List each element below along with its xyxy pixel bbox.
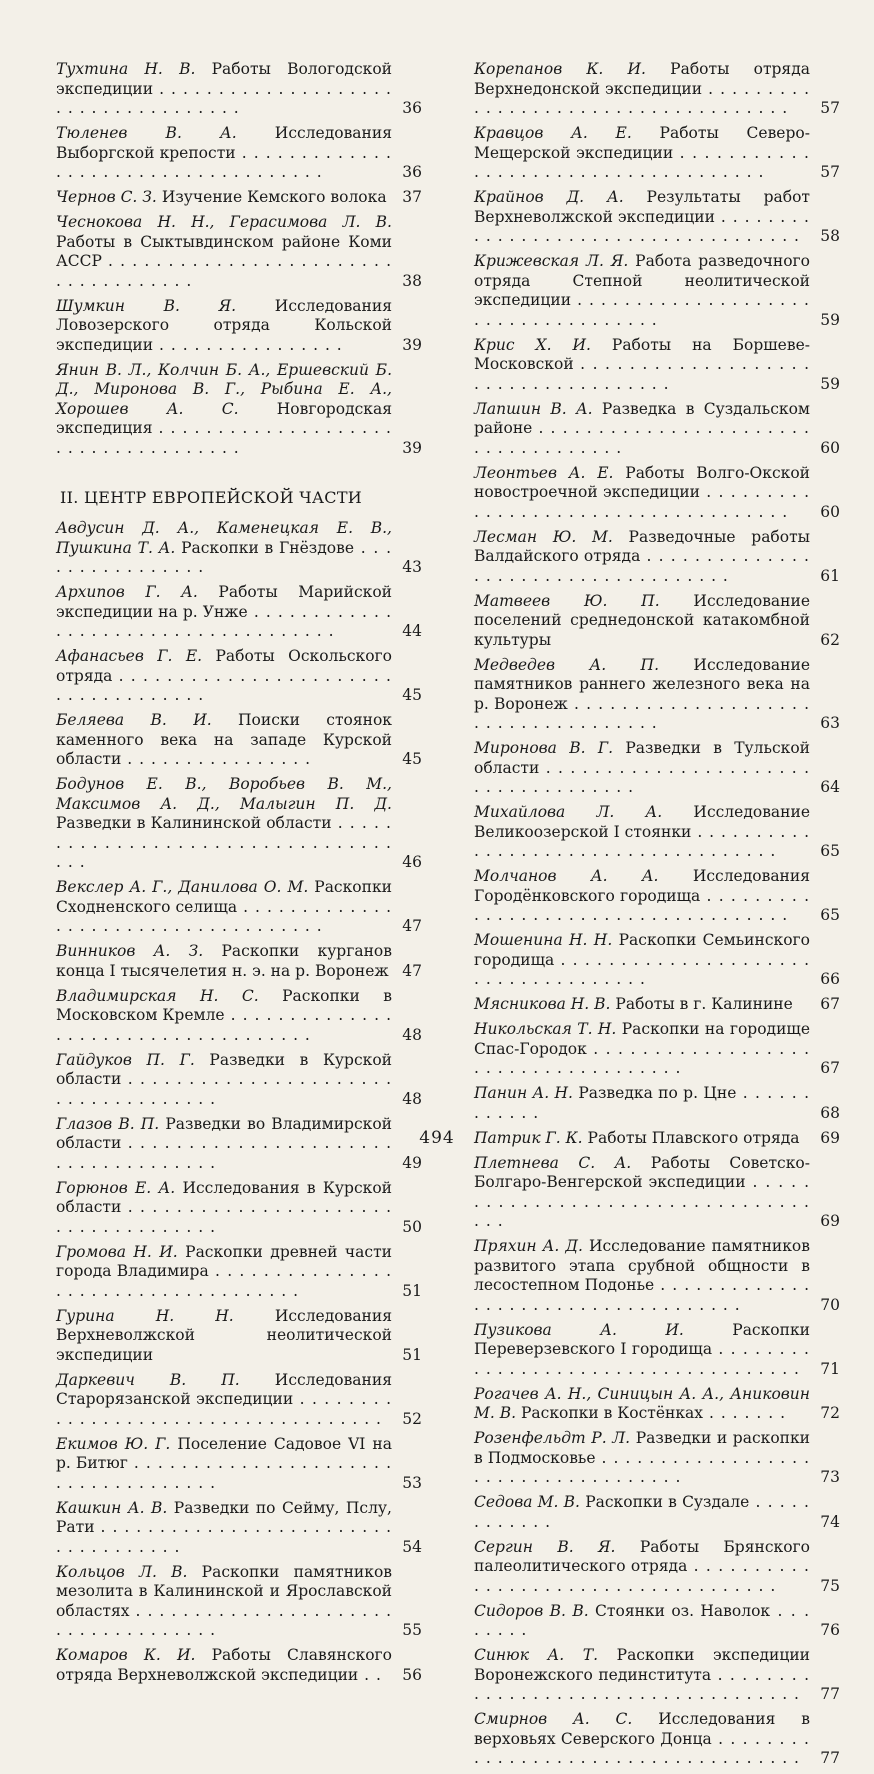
entry-author: Владимирская Н. С. xyxy=(56,986,259,1005)
entry-title: Работы Славянского отряда Верхневолжской экспедиции xyxy=(56,1646,392,1684)
entry-author: Патрик Г. К. xyxy=(474,1128,583,1147)
entry-author: Михайлова Л. А. xyxy=(474,803,663,821)
toc-entry xyxy=(474,1538,854,1597)
entry-author: Крайнов Д. А. xyxy=(474,188,624,206)
entry-page-number: 54 xyxy=(402,1537,422,1556)
entry-leader-dots: . . . . . . . . . . . . . . . . . . . . . . . . . . . . . . . . . . . . xyxy=(56,1262,392,1300)
entry-title: Изучение Кемского волока xyxy=(161,188,387,206)
right-column xyxy=(474,60,854,1774)
toc-entry xyxy=(56,213,436,291)
entry-author: Сергин В. Я. xyxy=(474,1537,616,1556)
toc-entry xyxy=(474,1710,854,1769)
toc-entry xyxy=(474,124,854,183)
entry-page-number: 51 xyxy=(402,1281,422,1300)
page-number: 494 xyxy=(419,1128,455,1148)
entry-leader-dots: . . . . . . . . . . . . . . . . . . . . . . . . . . . . . . . . . . . . xyxy=(56,814,392,871)
entry-author: Леонтьев А. Е. xyxy=(474,463,614,482)
toc-entry xyxy=(56,60,436,119)
entry-title: Работы Марийской экспедиции на р. Унже xyxy=(56,583,392,621)
entry-title: Стоянки оз. Наволок xyxy=(595,1601,771,1620)
entry-leader-dots: . . . . . . . . . . . . . . . . . . . . . . . . . . . . . . . . . . . . xyxy=(56,1454,392,1492)
entry-leader-dots: . . . . . . . . . . . . . . . . . . . . . . . . . . . . . . . . . . . . xyxy=(56,79,392,117)
left-entries-center xyxy=(56,519,436,1685)
entry-page-number: 43 xyxy=(402,558,422,576)
entry-leader-dots: . . . . . . . . . . . . . . . . . . . . . . . . . . . . . . . . . . . . xyxy=(474,1276,810,1314)
entry-title: Исследование поселений среднедонской катакомбной культуры xyxy=(474,591,810,649)
entry-page-number: 67 xyxy=(820,995,840,1013)
entry-author: Пузикова А. И. xyxy=(474,1320,684,1339)
entry-title: Работы Советско-Болгаро-Венгерской экспедиции xyxy=(474,1153,810,1191)
toc-entry xyxy=(474,1429,854,1488)
entry-title: Раскопки древней части города Владимира xyxy=(56,1242,392,1280)
entry-leader-dots: . . . . . . . . . . . . . . . . . . . . . . . . . . . . . . . . . . . . xyxy=(474,1039,810,1077)
entry-page-number: 44 xyxy=(402,622,422,640)
right-entries xyxy=(474,60,854,1769)
toc-entry xyxy=(56,987,436,1046)
entry-leader-dots: . . . . . . . . . . . . . . . . . . . . . . . . . . . . . . . . . . . . xyxy=(56,1390,392,1428)
entry-author: Молчанов А. А. xyxy=(474,867,659,885)
entry-page-number: 49 xyxy=(402,1153,422,1172)
entry-author: Кольцов Л. В. xyxy=(56,1562,188,1581)
toc-entry xyxy=(474,803,854,862)
entry-author: Янин В. Л., Колчин Б. А., Ершевский Б. Д., Миронова В. Г., Рыбина Е. А., Хорошев А. С. xyxy=(56,360,392,418)
entry-author: Никольская Т. Н. xyxy=(474,1020,617,1038)
toc-entry xyxy=(56,1435,436,1494)
entry-author: Розенфельдт Р. Л. xyxy=(474,1429,631,1447)
entry-page-number: 65 xyxy=(820,842,840,860)
left-column xyxy=(56,60,436,1691)
entry-page-number: 36 xyxy=(402,99,422,117)
toc-entry xyxy=(56,1563,436,1641)
entry-leader-dots: . . . . . . . . . . . . . . . . . . . . . . . . . . . . . . . . . . . . xyxy=(474,143,810,181)
entry-leader-dots: . . . . . . . . . . . . . . . . . . . . . . . . . . . . . . . . . . . . xyxy=(474,950,810,988)
entry-leader-dots: . . . . . . . . . . . . . . . . . . . . . . . . . . . . . . . . . . . . xyxy=(474,547,810,585)
toc-entry xyxy=(474,931,854,990)
entry-leader-dots: . . . . . . . . . . . . . . . . . . . . . . . . . . . . . . . . . . . . xyxy=(474,291,810,329)
entry-title: Разведочные работы Валдайского отряда xyxy=(474,527,811,565)
entry-page-number: 39 xyxy=(402,438,422,457)
entry-page-number: 45 xyxy=(402,750,422,768)
entry-title: Исследования Верхневолжской неолитической экспедиции xyxy=(56,1306,392,1364)
entry-leader-dots: . . . . . . . . . . . . . . . . . . . . . . . . . . . . . . . . . . . . xyxy=(474,886,810,924)
toc-entry xyxy=(56,775,436,873)
entry-title: Исследования Выборгской крепости xyxy=(56,124,392,162)
entry-page-number: 69 xyxy=(820,1128,840,1147)
entry-title: Работы Брянского палеолитического отряда xyxy=(474,1537,810,1575)
entry-leader-dots: . . . . . . . . . . . . . . . . . . . . . . . . . . . . . . . . . . . . xyxy=(56,1006,392,1044)
toc-entry xyxy=(474,1154,854,1232)
entry-page-number: 73 xyxy=(820,1468,840,1486)
toc-entry xyxy=(56,583,436,642)
entry-page-number: 60 xyxy=(820,438,840,457)
entry-title: Результаты работ Верхневолжской экспедиции xyxy=(474,188,810,226)
entry-page-number: 62 xyxy=(820,630,840,649)
entry-author: Шумкин В. Я. xyxy=(56,296,237,315)
entry-title: Работы Оскольского отряда xyxy=(56,647,392,685)
entry-page-number: 74 xyxy=(820,1512,840,1531)
entry-page-number: 51 xyxy=(402,1345,422,1364)
entry-title: Разведки в Тульской области xyxy=(474,739,810,777)
toc-entry xyxy=(474,739,854,798)
entry-leader-dots: . . . . . . . . . . . . . . . . xyxy=(153,335,343,354)
entry-leader-dots: . . . . . . . . . . . . xyxy=(474,1084,810,1122)
toc-entry xyxy=(474,336,854,395)
entry-leader-dots: . . . . . . . . . . . . . . . . . . . . . . . . . . . . . . . . . . . . xyxy=(474,355,810,393)
entry-author: Гурина Н. Н. xyxy=(56,1306,234,1325)
entry-leader-dots: . . . . . . . . . . . . . . . . . . . . . . . . . . . . . . . . . . . . xyxy=(56,143,392,181)
entry-leader-dots: . . . . . . . . . . . . . . . . . . . . . . . . . . . . . . . . . . . . xyxy=(474,1557,810,1595)
entry-leader-dots: . . . . . . . . . . . . . . . . xyxy=(56,538,393,576)
entry-author: Векслер А. Г., Данилова О. М. xyxy=(56,878,309,896)
entry-page-number: 65 xyxy=(820,906,840,924)
entry-page-number: 38 xyxy=(402,271,422,290)
entry-title: Исследования Старорязанской экспедиции xyxy=(56,1370,392,1408)
entry-title: Раскопки на городище Спас-Городок xyxy=(474,1020,810,1058)
entry-page-number: 59 xyxy=(820,374,840,393)
toc-entry xyxy=(474,1020,854,1079)
toc-entry xyxy=(474,464,854,523)
entry-leader-dots: . . . . . . . . . . . . . . . . . . . . . . . . . . . . . . . . . . . . xyxy=(474,1665,811,1703)
toc-entry xyxy=(474,1385,854,1424)
entry-title: Работы Вологодской экспедиции xyxy=(56,60,392,98)
entry-leader-dots: . . . . . . . . . . . . . . . . . . . . . . . . . . . . . . . . . . . . xyxy=(474,1729,810,1767)
toc-entry xyxy=(56,1051,436,1110)
toc-entry xyxy=(56,711,436,770)
toc-entry xyxy=(56,1179,436,1238)
entry-author: Чеснокова Н. Н., Герасимова Л. В. xyxy=(56,213,392,231)
entry-page-number: 71 xyxy=(820,1359,840,1378)
entry-page-number: 60 xyxy=(820,502,840,521)
entry-page-number: 37 xyxy=(402,188,422,206)
entry-leader-dots: . . . . . . . . . . . . . . . . . . . . . . . . . . . . . . . . . . . . xyxy=(474,419,810,457)
entry-title: Раскопки в Костёнках xyxy=(520,1404,704,1422)
entry-page-number: 70 xyxy=(820,1295,840,1314)
entry-author: Сидоров В. В. xyxy=(474,1601,589,1620)
entry-page-number: 75 xyxy=(820,1576,840,1595)
entry-author: Смирнов А. С. xyxy=(474,1710,633,1728)
entry-title: Работы Северо-Мещерской экспедиции xyxy=(474,124,810,162)
entry-page-number: 45 xyxy=(402,686,422,704)
entry-author: Чернов С. З. xyxy=(56,188,157,206)
entry-leader-dots: . . . . . . . . . . . . . . . . . . . . . . . . . . . . . . . . . . . . xyxy=(474,1173,810,1230)
entry-page-number: 58 xyxy=(820,227,840,245)
section-heading: II. ЦЕНТР ЕВРОПЕЙСКОЙ ЧАСТИ xyxy=(60,488,363,507)
entry-author: Бодунов Е. В., Воробьев В. М., Максимов А. Д., Малыгин П. Д. xyxy=(56,775,392,813)
entry-author: Афанасьев Г. Е. xyxy=(56,647,203,665)
entry-title: Разведки в Курской области xyxy=(56,1050,393,1088)
entry-leader-dots: . . . . . . . . . . . . . . . . . . . . . . . . . . . . . . . . . . . . xyxy=(474,483,810,521)
entry-title: Поселение Садовое VI на р. Битюг xyxy=(56,1434,392,1472)
toc-entry xyxy=(56,1371,436,1430)
toc-entry xyxy=(56,361,436,459)
entry-title: Раскопки курганов конца I тысячелетия н. э. на р. Воронеж xyxy=(56,942,392,980)
toc-entry xyxy=(56,1499,436,1558)
entry-page-number: 64 xyxy=(820,778,840,796)
toc-entry xyxy=(474,592,854,651)
entry-author: Беляева В. И. xyxy=(56,711,212,729)
entry-leader-dots: . . . . . . . . . . . . . . . . . . . . . . . . . . . . . . . . . . . . xyxy=(56,602,392,640)
entry-author: Авдусин Д. А., Каменецкая Е. В., Пушкина Т. А. xyxy=(56,519,392,557)
entry-page-number: 47 xyxy=(402,961,422,980)
entry-title: Работы отряда Верхнедонской экспедиции xyxy=(474,60,810,98)
entry-leader-dots: . . . . . . . . . . . . . . . . . . . . . . . . . . . . . . . . . . . . xyxy=(56,1134,392,1172)
entry-title: Работа разведочного отряда Степной неолитической экспедиции xyxy=(474,252,810,309)
entry-author: Крижевская Л. Я. xyxy=(474,252,629,270)
toc-entry xyxy=(474,1646,854,1705)
entry-page-number: 46 xyxy=(402,853,422,871)
left-entries-northwest xyxy=(56,60,436,458)
entry-page-number: 67 xyxy=(820,1059,840,1077)
entry-title: Раскопки экспедиции Воронежского пединститута xyxy=(474,1646,810,1684)
entry-leader-dots: . . . . . . . . . . . . . . . . . . . . . . . . . . . . . . . . . . . . xyxy=(56,1601,392,1639)
entry-title: Работы в г. Калинине xyxy=(615,995,793,1013)
toc-entry xyxy=(474,60,854,119)
toc-entry xyxy=(56,1243,436,1302)
toc-entry xyxy=(474,656,854,734)
entry-leader-dots: . . . . . . . . . . . . . . . . . . . . . . . . . . . . . . . . . . . . xyxy=(474,79,811,117)
entry-leader-dots: . . . . . . . . . . . . . . . . . . . . . . . . . . . . . . . . . . . . xyxy=(56,1198,392,1236)
entry-leader-dots: . . . . . . . . . . . . xyxy=(474,1493,810,1531)
entry-leader-dots: . . . . . . . . . . . . . . . . . . . . . . . . . . . . . . . . . . . . xyxy=(474,758,810,796)
entry-leader-dots: . . . . . . . . . . . . . . . . . . . . . . . . . . . . . . . . . . . . xyxy=(56,666,392,704)
toc-entry xyxy=(56,519,436,578)
entry-page-number: 69 xyxy=(820,1212,840,1230)
entry-title: Раскопки памятников мезолита в Калининской и Ярославской областях xyxy=(56,1562,392,1620)
entry-author: Медведев А. П. xyxy=(474,655,660,674)
toc-entry xyxy=(56,647,436,706)
toc-entry xyxy=(474,1084,854,1123)
toc-entry xyxy=(56,1646,436,1685)
entry-title: Работы на Боршеве-Московской xyxy=(474,335,810,373)
entry-author: Корепанов К. И. xyxy=(474,60,646,78)
toc-entry xyxy=(474,528,854,587)
entry-page-number: 47 xyxy=(402,917,422,935)
entry-author: Гайдуков П. Г. xyxy=(56,1050,195,1069)
toc-entry xyxy=(56,124,436,183)
toc-entry xyxy=(56,1307,436,1366)
entry-leader-dots: . . . . . . . xyxy=(703,1404,787,1422)
entry-leader-dots: . . . . . . . . . . . . . . . . . . . . . . . . . . . . . . . . . . . . xyxy=(56,419,392,457)
entry-leader-dots: . . . . . . . . . . . . . . . . . . . . . . . . . . . . . . . . . . . . xyxy=(474,1340,810,1378)
entry-author: Седова М. В. xyxy=(474,1493,580,1511)
entry-title: Работы Плавского отряда xyxy=(587,1128,800,1147)
entry-title: Раскопки Сходненского селища xyxy=(56,878,392,916)
entry-author: Плетнева С. А. xyxy=(474,1153,632,1172)
entry-leader-dots: . . . . . . . . . . . . . . . . xyxy=(121,750,312,768)
entry-author: Винников А. З. xyxy=(56,942,204,960)
entry-page-number: 48 xyxy=(402,1025,422,1044)
toc-entry xyxy=(474,995,854,1015)
entry-leader-dots: . . . . . . . . xyxy=(474,1601,810,1639)
toc-entry xyxy=(56,878,436,937)
entry-leader-dots: . . . . . . . . . . . . . . . . . . . . . . . . . . . . . . . . . . . . xyxy=(474,822,810,860)
entry-title: Раскопки Семьинского городища xyxy=(474,931,810,969)
entry-page-number: 63 xyxy=(820,714,840,732)
entry-title: Исследование памятников раннего железного века на р. Воронеж xyxy=(474,655,810,713)
entry-author: Лапшин В. А. xyxy=(474,399,593,418)
entry-page-number: 77 xyxy=(820,1685,840,1703)
entry-title: Работы Волго-Окской новостроечной экспедиции xyxy=(474,463,810,501)
toc-entry xyxy=(474,1602,854,1641)
entry-title: Новгородская экспедиция xyxy=(56,399,392,437)
toc-entry xyxy=(474,1237,854,1315)
entry-author: Миронова В. Г. xyxy=(474,739,614,757)
entry-leader-dots: . . xyxy=(358,1665,382,1684)
entry-page-number: 72 xyxy=(820,1404,840,1422)
entry-title: Раскопки в Московском Кремле xyxy=(56,986,392,1024)
entry-page-number: 66 xyxy=(820,970,840,988)
entry-page-number: 48 xyxy=(402,1089,422,1108)
entry-author: Тюленев В. А. xyxy=(56,124,237,142)
entry-author: Глазов В. П. xyxy=(56,1114,160,1133)
entry-page-number: 61 xyxy=(820,566,840,585)
entry-author: Пряхин А. Д. xyxy=(474,1237,583,1255)
entry-author: Архипов Г. А. xyxy=(56,583,198,601)
entry-author: Матвеев Ю. П. xyxy=(474,591,660,610)
entry-page-number: 55 xyxy=(402,1621,422,1639)
entry-author: Лесман Ю. М. xyxy=(474,527,613,546)
entry-page-number: 52 xyxy=(402,1409,422,1428)
entry-author: Кравцов А. Е. xyxy=(474,124,632,142)
entry-author: Даркевич В. П. xyxy=(56,1370,240,1389)
entry-title: Раскопки в Гнёздове xyxy=(181,538,354,557)
entry-title: Работы в Сыктывдинском районе Коми АССР xyxy=(56,232,392,270)
entry-title: Разведки в Калининской области xyxy=(56,814,332,832)
entry-page-number: 56 xyxy=(402,1665,422,1684)
entry-page-number: 36 xyxy=(402,163,422,181)
entry-author: Рогачев А. Н., Синицын А. А., Аниковин М. В. xyxy=(474,1384,810,1422)
entry-author: Горюнов Е. А. xyxy=(56,1178,176,1197)
entry-title: Исследования Ловозерского отряда Кольской экспедиции xyxy=(56,296,392,354)
toc-entry xyxy=(56,188,436,208)
entry-leader-dots: . . . . . . . . . . . . . . . . . . . . . . . . . . . . . . . . . . . . xyxy=(474,207,810,245)
entry-author: Екимов Ю. Г. xyxy=(56,1434,171,1453)
entry-title: Раскопки Переверзевского I городища xyxy=(474,1320,810,1358)
entry-page-number: 53 xyxy=(402,1473,422,1492)
toc-entry xyxy=(474,252,854,330)
entry-author: Мошенина Н. Н. xyxy=(474,931,613,949)
toc-entry xyxy=(56,942,436,981)
toc-entry xyxy=(56,297,436,356)
entry-author: Мясникова Н. В. xyxy=(474,995,611,1013)
entry-title: Разведка в Суздальском районе xyxy=(474,399,810,437)
toc-entry xyxy=(474,188,854,247)
entry-page-number: 57 xyxy=(820,99,840,117)
entry-page-number: 57 xyxy=(820,163,840,181)
entry-author: Крис Х. И. xyxy=(474,335,591,354)
entry-leader-dots: . . . . . . . . . . . . . . . . . . . . . . . . . . . . . . . . . . . . xyxy=(56,252,392,290)
entry-leader-dots: . . . . . . . . . . . . . . . . . . . . . . . . . . . . . . . . . . . . xyxy=(474,694,810,732)
entry-page-number: 50 xyxy=(402,1217,422,1236)
entry-page-number: 68 xyxy=(820,1103,840,1122)
entry-page-number: 59 xyxy=(820,310,840,329)
entry-leader-dots: . . . . . . . . . . . . . . . . . . . . . . . . . . . . . . . . . . . . xyxy=(56,1070,392,1108)
entry-leader-dots: . . . . . . . . . . . . . . . . . . . . . . . . . . . . . . . . . . . . xyxy=(56,897,392,935)
entry-title: Поиски стоянок каменного века на западе Курской области xyxy=(56,711,392,768)
toc-entry xyxy=(474,867,854,926)
entry-page-number: 77 xyxy=(820,1749,840,1767)
entry-author: Тухтина Н. В. xyxy=(56,60,196,78)
entry-page-number: 76 xyxy=(820,1621,840,1639)
entry-author: Синюк А. Т. xyxy=(474,1646,599,1664)
entry-leader-dots: . . . . . . . . . . . . . . . . . . . . . . . . . . . . . . . . . . . . xyxy=(474,1448,810,1486)
entry-title: Исследование Великоозерской I стоянки xyxy=(474,803,810,841)
entry-title: Разведки и раскопки в Подмосковье xyxy=(474,1429,811,1467)
entry-title: Исследования в верховьях Северского Донца xyxy=(474,1710,810,1748)
entry-leader-dots: . . . . . . . . . . . . . . . . . . . . . . . . . . . . . . . . . . . . xyxy=(56,1518,392,1556)
entry-author: Панин А. Н. xyxy=(474,1084,573,1102)
entry-title: Исследование памятников развитого этапа срубной общности в лесостепном Подонье xyxy=(474,1237,810,1294)
entry-title: Разведки во Владимирской области xyxy=(56,1114,392,1152)
entry-title: Исследования Городёнковского городища xyxy=(474,867,810,905)
toc-entry xyxy=(474,400,854,459)
entry-title: Раскопки в Суздале xyxy=(585,1493,750,1511)
entry-title: Разведка по р. Цне xyxy=(578,1084,737,1102)
entry-author: Кашкин А. В. xyxy=(56,1498,168,1517)
entry-page-number: 39 xyxy=(402,335,422,354)
entry-author: Громова Н. И. xyxy=(56,1242,178,1261)
toc-entry xyxy=(474,1321,854,1380)
entry-title: Разведки по Сейму, Пслу, Рати xyxy=(56,1498,392,1536)
entry-author: Комаров К. И. xyxy=(56,1646,196,1664)
toc-entry xyxy=(474,1493,854,1532)
entry-title: Исследования в Курской области xyxy=(56,1178,392,1216)
